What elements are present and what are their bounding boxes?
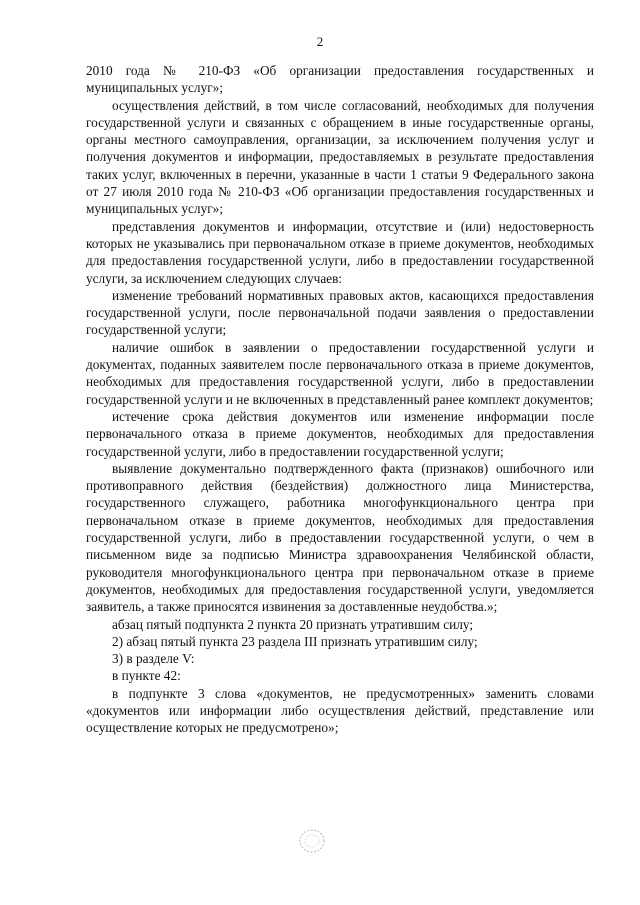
page-number: 2 xyxy=(316,34,324,49)
paragraph-4: изменение требований нормативных правовых актов, касающихся предоставления государственной услуги, после первоначальной подачи заявления о предоставлении государственной услуги; xyxy=(86,287,594,338)
paragraph-6: истечение срока действия документов или изменение информации после первоначального отказа в приеме документов, необходимых для предоставления государственной услуги, либо в предоставлении государственной услуги; xyxy=(86,408,594,459)
paragraph-7: выявление документально подтвержденного факта (признаков) ошибочного или противоправного действия (бездействия) должностного лица Министерства, государственного служащего, работника многофункционального центра при первоначальном отказе в приеме документов, необходимых для предоставления государственной услуги, либо в предоставлении государственной услуги, о чем в письменном виде за подписью Министра здравоохранения Челябинской области, руководителя многофункционального центра при первоначальном отказе в приеме документов, необходимых для предоставления государственной услуги, уведомляется заявитель, а также приносятся извинения за доставленные неудобства.»; xyxy=(86,460,594,615)
paragraph-2: осуществления действий, в том числе согласований, необходимых для получения государственной услуги и связанных с обращением в иные государственные органы, органы местного самоуправления, организации, за исключением получения услуг и получения документов и информации, предоставляемых в результате предоставления таких услуг, включенных в перечни, указанные в части 1 статьи 9 Федерального закона от 27 июля 2010 года № 210-ФЗ «Об организации предоставления государственных и муниципальных услуг»; xyxy=(86,97,594,217)
paragraph-11: в пункте 42: xyxy=(112,668,181,684)
paragraph-5: наличие ошибок в заявлении о предоставлении государственной услуги и документах, поданных заявителем после первоначального отказа в приеме документов, необходимых для предоставления государственной услуги, либо в предоставлении государственной услуги и не включенных в представленный ранее комплект документов; xyxy=(86,339,594,407)
faint-seal-mark xyxy=(298,828,326,854)
paragraph-8: абзац пятый подпункта 2 пункта 20 признать утратившим силу; xyxy=(112,616,474,632)
paragraph-3: представления документов и информации, отсутствие и (или) недостоверность которых не указывались при первоначальном отказе в приеме документов, необходимых для предоставления государственной услуги, либо в предоставлении государственной услуги, за исключением следующих случаев: xyxy=(86,218,594,286)
paragraph-10: 3) в разделе V: xyxy=(112,651,195,667)
document-body xyxy=(86,62,594,737)
paragraph-12: в подпункте 3 слова «документов, не предусмотренных» заменить словами «документов или информации либо осуществления действий, представление или осуществление которых не предусмотрено»; xyxy=(86,685,594,736)
paragraph-1: 2010 года № 210-ФЗ «Об организации предоставления государственных и муниципальных услуг»; xyxy=(86,63,594,96)
paragraph-9: 2) абзац пятый пункта 23 раздела III признать утратившим силу; xyxy=(112,633,478,649)
